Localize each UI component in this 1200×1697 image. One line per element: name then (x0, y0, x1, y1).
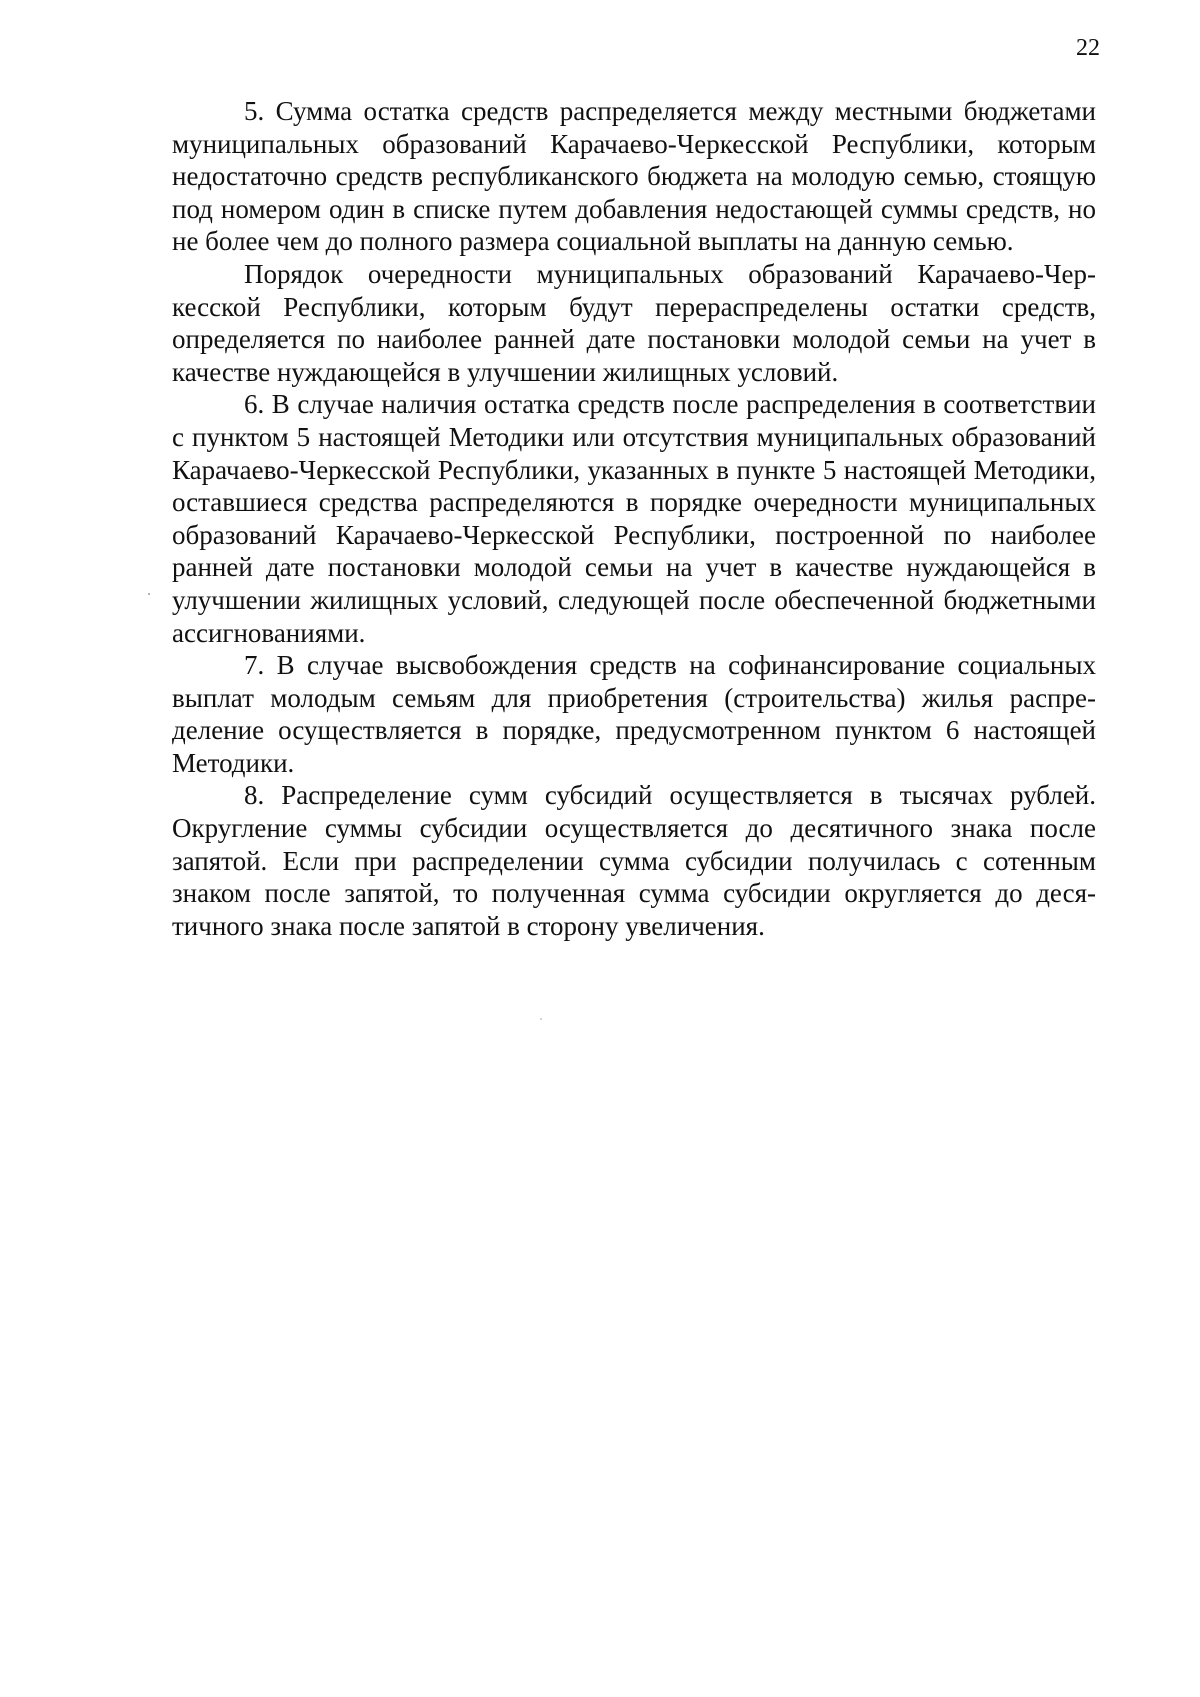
paragraph-item-5: 5. Сумма остатка средств распределяется между местными бюджетами муниципальных образований Карачаево-Черкесской Республики, которым недостаточно средств республиканского бюджета на молодую семью, стоящую под номером один в списке путем добавления недостающей суммы средств, но не более чем до полного размера социальной выплаты на данную семью. (172, 96, 1096, 257)
scan-speck (540, 1018, 542, 1020)
scan-speck (148, 593, 150, 595)
paragraph-item-7: 7. В случае высвобождения средств на софинансирование социальных выплат молодым семьям для приобретения (строительства) жилья распределение осуществляется в порядке, предусмотренном пунктом 6 настоящей Методики. (172, 650, 1096, 778)
paragraph-item-8: 8. Распределение сумм субсидий осуществляется в тысячах рублей. Округление суммы субсидии осуществляется до десятичного знака после запятой. Если при распределении сумма субсидии получилась с сотенным знаком после запятой, то полученная сумма субсидии округляется до десятичного знака после запятой в сторону увеличения. (172, 780, 1096, 941)
page-number: 22 (1076, 35, 1100, 61)
paragraph-order-of-priority: Порядок очередности муниципальных образований Карачаево-Черкесской Республики, которым будут перераспределены остатки средств, определяется по наиболее ранней дате постановки молодой семьи на учет в качестве нуждающейся в улучшении жилищных условий. (172, 258, 1096, 387)
paragraph-item-6: 6. В случае наличия остатка средств после распределения в соответствии с пунктом 5 настоящей Методики или отсутствия муниципальных образований Карачаево-Черкесской Республики, указанных в пункте 5 настоящей Методики, оставшиеся средства распределяются в порядке очередности муниципальных образований Карачаево-Черкесской Республики, построенной по наиболее ранней дате постановки молодой семьи на учет в качестве нуждающейся в улучшении жилищных условий, следующей после обеспеченной бюджетными ассигнованиями. (172, 389, 1096, 648)
document-body (172, 95, 1096, 942)
